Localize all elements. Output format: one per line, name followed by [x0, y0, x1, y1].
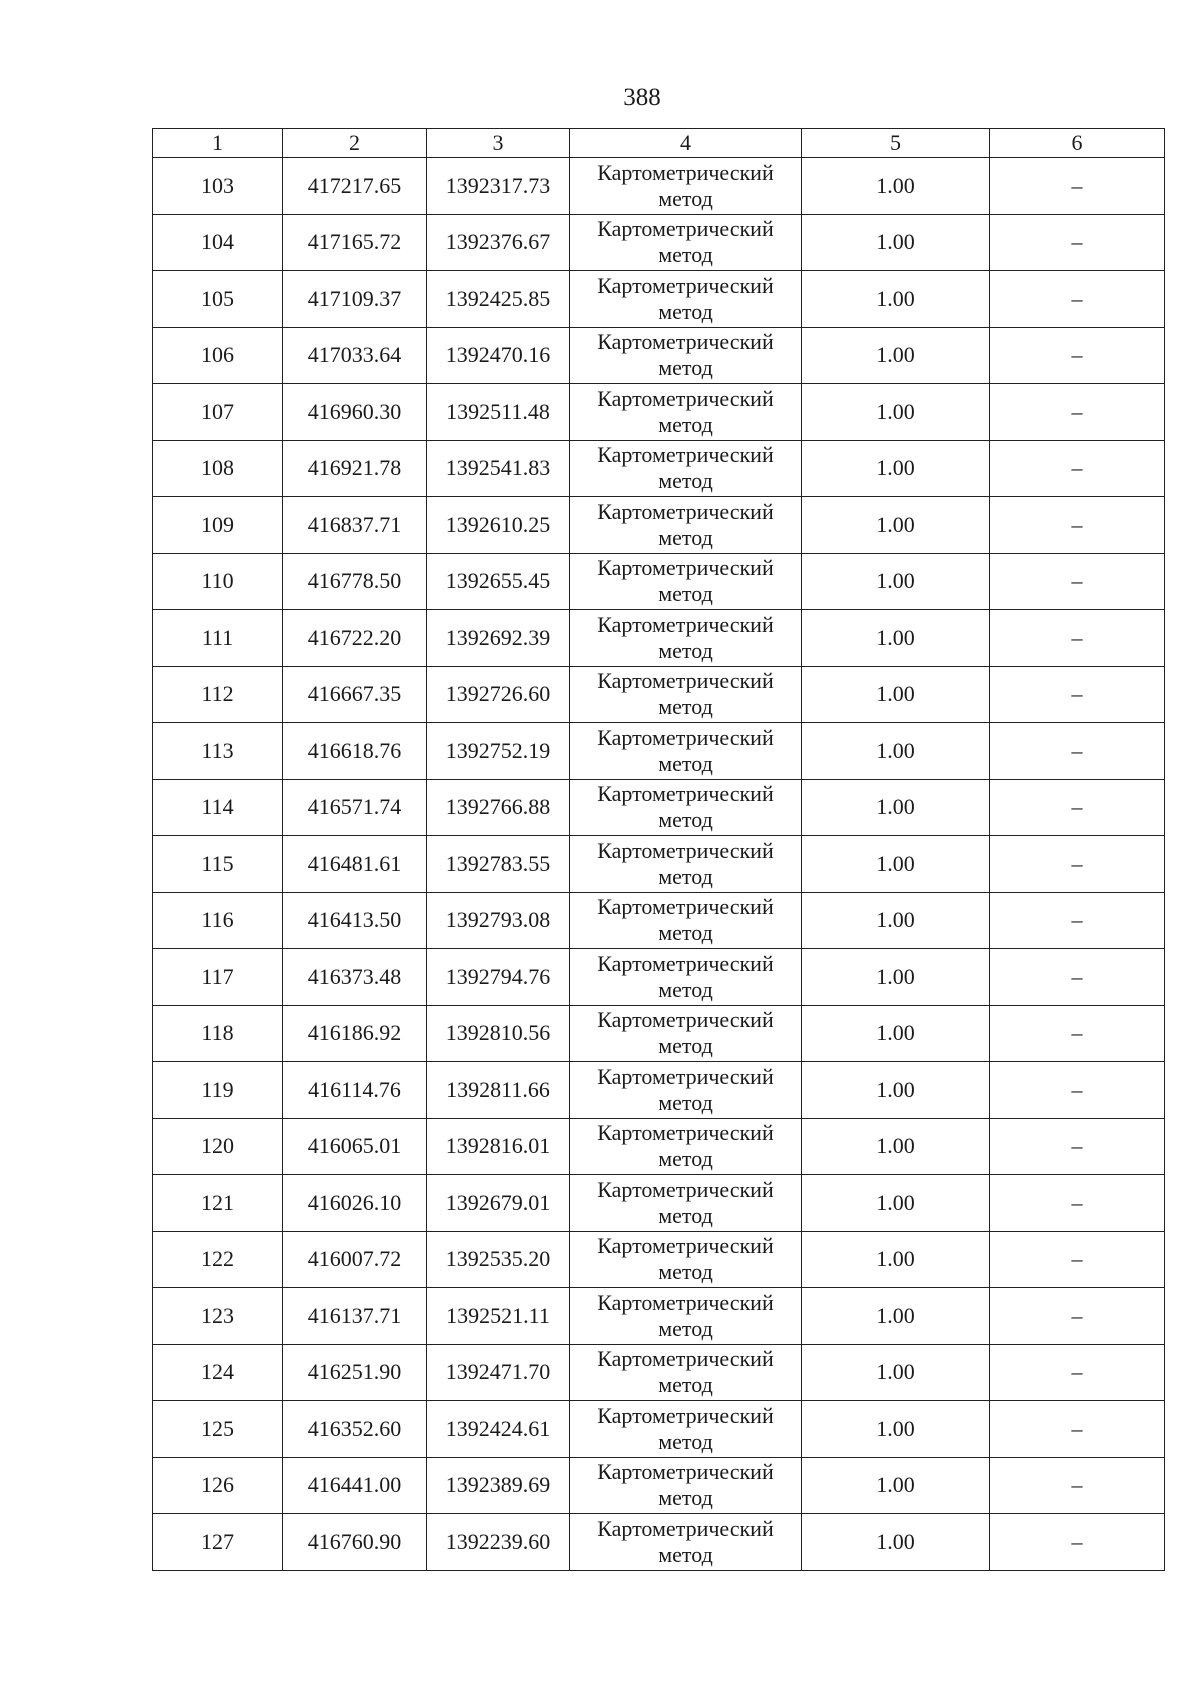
- method-cell: [570, 1457, 802, 1514]
- accuracy-cell: 1.00: [802, 384, 990, 441]
- x-coordinate-cell: 416960.30: [283, 384, 427, 441]
- point-number-cell: 121: [153, 1175, 283, 1232]
- point-number-cell: 108: [153, 440, 283, 497]
- table-row: [153, 1175, 1165, 1232]
- method-line-2: метод: [658, 976, 713, 1002]
- y-coordinate-cell: 1392811.66: [427, 1062, 570, 1119]
- note-cell: –: [990, 214, 1165, 271]
- method-line-1: Картометрический: [597, 216, 774, 242]
- accuracy-cell: 1.00: [802, 327, 990, 384]
- point-number-cell: 104: [153, 214, 283, 271]
- method-line-2: метод: [658, 298, 713, 324]
- header-cell-2: 2: [283, 129, 427, 158]
- table-row: [153, 1401, 1165, 1458]
- method-line-1: Картометрический: [597, 385, 774, 411]
- table-row: [153, 327, 1165, 384]
- method-line-2: метод: [658, 694, 713, 720]
- note-cell: –: [990, 610, 1165, 667]
- accuracy-cell: 1.00: [802, 949, 990, 1006]
- note-cell: –: [990, 723, 1165, 780]
- method-cell: [570, 327, 802, 384]
- accuracy-cell: 1.00: [802, 1118, 990, 1175]
- point-number-cell: 127: [153, 1514, 283, 1571]
- accuracy-cell: 1.00: [802, 1288, 990, 1345]
- method-line-1: Картометрический: [597, 611, 774, 637]
- method-cell: [570, 158, 802, 215]
- method-line-2: метод: [658, 1372, 713, 1398]
- accuracy-cell: 1.00: [802, 779, 990, 836]
- table-row: [153, 892, 1165, 949]
- method-line-2: метод: [658, 863, 713, 889]
- point-number-cell: 125: [153, 1401, 283, 1458]
- x-coordinate-cell: 416352.60: [283, 1401, 427, 1458]
- note-cell: –: [990, 666, 1165, 723]
- point-number-cell: 124: [153, 1344, 283, 1401]
- method-line-2: метод: [658, 750, 713, 776]
- point-number-cell: 119: [153, 1062, 283, 1119]
- table-row: [153, 384, 1165, 441]
- accuracy-cell: 1.00: [802, 497, 990, 554]
- table-row: [153, 1005, 1165, 1062]
- method-line-2: метод: [658, 807, 713, 833]
- header-cell-1: 1: [153, 129, 283, 158]
- y-coordinate-cell: 1392239.60: [427, 1514, 570, 1571]
- accuracy-cell: 1.00: [802, 666, 990, 723]
- method-line-2: метод: [658, 1315, 713, 1341]
- x-coordinate-cell: 416251.90: [283, 1344, 427, 1401]
- method-line-2: метод: [658, 637, 713, 663]
- point-number-cell: 109: [153, 497, 283, 554]
- table-row: [153, 214, 1165, 271]
- method-cell: [570, 1005, 802, 1062]
- note-cell: –: [990, 158, 1165, 215]
- x-coordinate-cell: 416778.50: [283, 553, 427, 610]
- method-line-1: Картометрический: [597, 442, 774, 468]
- method-line-1: Картометрический: [597, 668, 774, 694]
- x-coordinate-cell: 416618.76: [283, 723, 427, 780]
- method-line-1: Картометрический: [597, 1176, 774, 1202]
- method-line-1: Картометрический: [597, 272, 774, 298]
- y-coordinate-cell: 1392424.61: [427, 1401, 570, 1458]
- method-cell: [570, 892, 802, 949]
- method-line-1: Картометрический: [597, 1063, 774, 1089]
- method-line-2: метод: [658, 1202, 713, 1228]
- note-cell: –: [990, 1062, 1165, 1119]
- x-coordinate-cell: 416007.72: [283, 1231, 427, 1288]
- x-coordinate-cell: 416114.76: [283, 1062, 427, 1119]
- point-number-cell: 106: [153, 327, 283, 384]
- point-number-cell: 105: [153, 271, 283, 328]
- method-cell: [570, 1288, 802, 1345]
- method-cell: [570, 1062, 802, 1119]
- x-coordinate-cell: 416921.78: [283, 440, 427, 497]
- method-cell: [570, 1514, 802, 1571]
- point-number-cell: 103: [153, 158, 283, 215]
- method-cell: [570, 497, 802, 554]
- accuracy-cell: 1.00: [802, 1175, 990, 1232]
- accuracy-cell: 1.00: [802, 158, 990, 215]
- method-cell: [570, 723, 802, 780]
- method-line-1: Картометрический: [597, 1346, 774, 1372]
- y-coordinate-cell: 1392389.69: [427, 1457, 570, 1514]
- method-cell: [570, 1231, 802, 1288]
- method-line-1: Картометрический: [597, 498, 774, 524]
- method-cell: [570, 779, 802, 836]
- note-cell: –: [990, 327, 1165, 384]
- method-cell: [570, 271, 802, 328]
- method-line-2: метод: [658, 411, 713, 437]
- method-line-1: Картометрический: [597, 1289, 774, 1315]
- note-cell: –: [990, 892, 1165, 949]
- note-cell: –: [990, 384, 1165, 441]
- method-cell: [570, 1401, 802, 1458]
- method-cell: [570, 553, 802, 610]
- accuracy-cell: 1.00: [802, 1457, 990, 1514]
- method-line-1: Картометрический: [597, 159, 774, 185]
- y-coordinate-cell: 1392470.16: [427, 327, 570, 384]
- header-cell-4: 4: [570, 129, 802, 158]
- y-coordinate-cell: 1392766.88: [427, 779, 570, 836]
- method-line-1: Картометрический: [597, 894, 774, 920]
- note-cell: –: [990, 779, 1165, 836]
- table-row: [153, 1118, 1165, 1175]
- method-line-1: Картометрический: [597, 1402, 774, 1428]
- point-number-cell: 114: [153, 779, 283, 836]
- method-cell: [570, 1344, 802, 1401]
- x-coordinate-cell: 416837.71: [283, 497, 427, 554]
- method-line-2: метод: [658, 242, 713, 268]
- method-line-2: метод: [658, 185, 713, 211]
- method-cell: [570, 384, 802, 441]
- accuracy-cell: 1.00: [802, 1062, 990, 1119]
- method-cell: [570, 440, 802, 497]
- method-cell: [570, 1175, 802, 1232]
- note-cell: –: [990, 1514, 1165, 1571]
- y-coordinate-cell: 1392794.76: [427, 949, 570, 1006]
- point-number-cell: 123: [153, 1288, 283, 1345]
- method-line-2: метод: [658, 1541, 713, 1567]
- y-coordinate-cell: 1392655.45: [427, 553, 570, 610]
- table-row: [153, 1062, 1165, 1119]
- accuracy-cell: 1.00: [802, 892, 990, 949]
- accuracy-cell: 1.00: [802, 1344, 990, 1401]
- y-coordinate-cell: 1392726.60: [427, 666, 570, 723]
- method-line-1: Картометрический: [597, 1515, 774, 1541]
- note-cell: –: [990, 949, 1165, 1006]
- method-cell: [570, 666, 802, 723]
- accuracy-cell: 1.00: [802, 836, 990, 893]
- method-cell: [570, 836, 802, 893]
- note-cell: –: [990, 1288, 1165, 1345]
- y-coordinate-cell: 1392535.20: [427, 1231, 570, 1288]
- table-row: [153, 779, 1165, 836]
- table-row: [153, 836, 1165, 893]
- table-row: [153, 497, 1165, 554]
- coordinates-table: [152, 128, 1165, 1571]
- point-number-cell: 126: [153, 1457, 283, 1514]
- x-coordinate-cell: 416571.74: [283, 779, 427, 836]
- method-line-2: метод: [658, 1428, 713, 1454]
- method-line-2: метод: [658, 920, 713, 946]
- method-line-1: Картометрический: [597, 950, 774, 976]
- y-coordinate-cell: 1392541.83: [427, 440, 570, 497]
- y-coordinate-cell: 1392511.48: [427, 384, 570, 441]
- note-cell: –: [990, 553, 1165, 610]
- method-line-2: метод: [658, 468, 713, 494]
- y-coordinate-cell: 1392793.08: [427, 892, 570, 949]
- note-cell: –: [990, 1231, 1165, 1288]
- header-cell-6: 6: [990, 129, 1165, 158]
- method-cell: [570, 610, 802, 667]
- accuracy-cell: 1.00: [802, 271, 990, 328]
- note-cell: –: [990, 1118, 1165, 1175]
- note-cell: –: [990, 271, 1165, 328]
- x-coordinate-cell: 416667.35: [283, 666, 427, 723]
- y-coordinate-cell: 1392692.39: [427, 610, 570, 667]
- y-coordinate-cell: 1392679.01: [427, 1175, 570, 1232]
- x-coordinate-cell: 416373.48: [283, 949, 427, 1006]
- point-number-cell: 111: [153, 610, 283, 667]
- point-number-cell: 120: [153, 1118, 283, 1175]
- method-cell: [570, 949, 802, 1006]
- point-number-cell: 113: [153, 723, 283, 780]
- point-number-cell: 107: [153, 384, 283, 441]
- y-coordinate-cell: 1392752.19: [427, 723, 570, 780]
- table-row: [153, 723, 1165, 780]
- note-cell: –: [990, 1344, 1165, 1401]
- method-line-1: Картометрический: [597, 1007, 774, 1033]
- accuracy-cell: 1.00: [802, 440, 990, 497]
- method-line-1: Картометрический: [597, 555, 774, 581]
- x-coordinate-cell: 417217.65: [283, 158, 427, 215]
- x-coordinate-cell: 416186.92: [283, 1005, 427, 1062]
- y-coordinate-cell: 1392471.70: [427, 1344, 570, 1401]
- x-coordinate-cell: 416722.20: [283, 610, 427, 667]
- table-row: [153, 610, 1165, 667]
- x-coordinate-cell: 417165.72: [283, 214, 427, 271]
- method-cell: [570, 214, 802, 271]
- header-row: [153, 129, 1165, 158]
- table-row: [153, 1457, 1165, 1514]
- x-coordinate-cell: 416413.50: [283, 892, 427, 949]
- point-number-cell: 117: [153, 949, 283, 1006]
- method-line-2: метод: [658, 1033, 713, 1059]
- y-coordinate-cell: 1392376.67: [427, 214, 570, 271]
- point-number-cell: 115: [153, 836, 283, 893]
- y-coordinate-cell: 1392425.85: [427, 271, 570, 328]
- point-number-cell: 112: [153, 666, 283, 723]
- x-coordinate-cell: 417033.64: [283, 327, 427, 384]
- method-line-1: Картометрический: [597, 837, 774, 863]
- point-number-cell: 116: [153, 892, 283, 949]
- x-coordinate-cell: 417109.37: [283, 271, 427, 328]
- table-row: [153, 271, 1165, 328]
- y-coordinate-cell: 1392317.73: [427, 158, 570, 215]
- method-line-2: метод: [658, 1089, 713, 1115]
- point-number-cell: 122: [153, 1231, 283, 1288]
- method-line-2: метод: [658, 1146, 713, 1172]
- table-body: [153, 129, 1165, 1571]
- table-row: [153, 666, 1165, 723]
- table-row: [153, 440, 1165, 497]
- note-cell: –: [990, 836, 1165, 893]
- method-line-2: метод: [658, 1485, 713, 1511]
- y-coordinate-cell: 1392610.25: [427, 497, 570, 554]
- note-cell: –: [990, 497, 1165, 554]
- note-cell: –: [990, 1175, 1165, 1232]
- method-line-2: метод: [658, 524, 713, 550]
- y-coordinate-cell: 1392810.56: [427, 1005, 570, 1062]
- accuracy-cell: 1.00: [802, 214, 990, 271]
- x-coordinate-cell: 416481.61: [283, 836, 427, 893]
- accuracy-cell: 1.00: [802, 1514, 990, 1571]
- y-coordinate-cell: 1392783.55: [427, 836, 570, 893]
- table-row: [153, 553, 1165, 610]
- accuracy-cell: 1.00: [802, 1401, 990, 1458]
- accuracy-cell: 1.00: [802, 610, 990, 667]
- table-row: [153, 158, 1165, 215]
- method-line-2: метод: [658, 355, 713, 381]
- x-coordinate-cell: 416441.00: [283, 1457, 427, 1514]
- table-row: [153, 1344, 1165, 1401]
- note-cell: –: [990, 440, 1165, 497]
- accuracy-cell: 1.00: [802, 1005, 990, 1062]
- method-line-1: Картометрический: [597, 1120, 774, 1146]
- method-line-2: метод: [658, 1259, 713, 1285]
- method-line-1: Картометрический: [597, 724, 774, 750]
- x-coordinate-cell: 416026.10: [283, 1175, 427, 1232]
- table-row: [153, 1288, 1165, 1345]
- y-coordinate-cell: 1392816.01: [427, 1118, 570, 1175]
- note-cell: –: [990, 1005, 1165, 1062]
- method-line-1: Картометрический: [597, 781, 774, 807]
- page-number: 388: [623, 84, 661, 111]
- header-cell-3: 3: [427, 129, 570, 158]
- note-cell: –: [990, 1457, 1165, 1514]
- x-coordinate-cell: 416065.01: [283, 1118, 427, 1175]
- method-line-1: Картометрический: [597, 1233, 774, 1259]
- method-cell: [570, 1118, 802, 1175]
- table-row: [153, 1231, 1165, 1288]
- y-coordinate-cell: 1392521.11: [427, 1288, 570, 1345]
- table-row: [153, 949, 1165, 1006]
- method-line-1: Картометрический: [597, 1459, 774, 1485]
- x-coordinate-cell: 416137.71: [283, 1288, 427, 1345]
- table-row: [153, 1514, 1165, 1571]
- method-line-2: метод: [658, 581, 713, 607]
- x-coordinate-cell: 416760.90: [283, 1514, 427, 1571]
- note-cell: –: [990, 1401, 1165, 1458]
- accuracy-cell: 1.00: [802, 553, 990, 610]
- method-line-1: Картометрический: [597, 329, 774, 355]
- point-number-cell: 118: [153, 1005, 283, 1062]
- accuracy-cell: 1.00: [802, 1231, 990, 1288]
- header-cell-5: 5: [802, 129, 990, 158]
- point-number-cell: 110: [153, 553, 283, 610]
- accuracy-cell: 1.00: [802, 723, 990, 780]
